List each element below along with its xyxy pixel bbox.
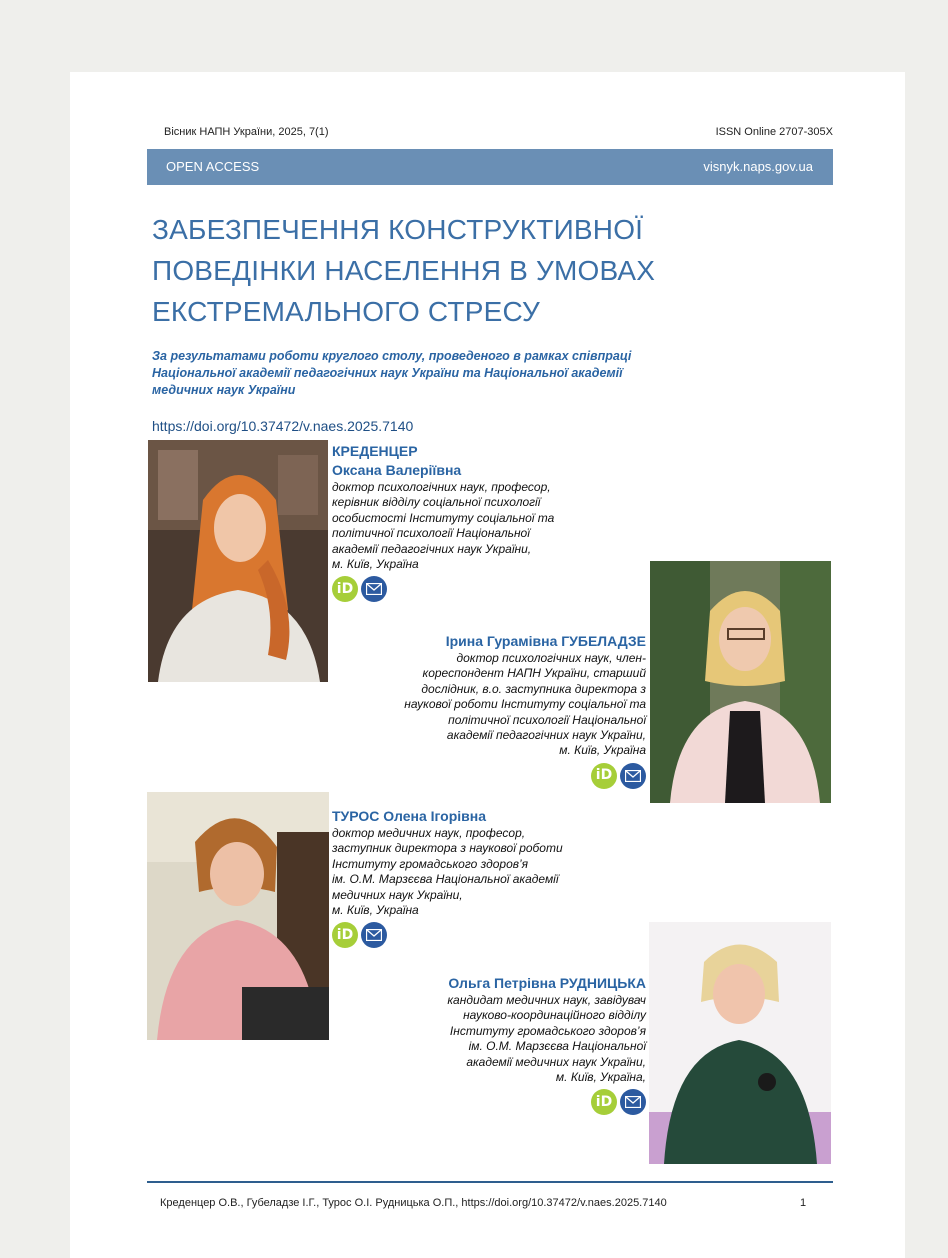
author-affiliation-line: заступник директора з наукової роботи: [332, 841, 563, 856]
mail-icon[interactable]: [361, 576, 387, 602]
site-link[interactable]: visnyk.naps.gov.ua: [703, 159, 813, 174]
header-band: [147, 149, 833, 185]
mail-icon[interactable]: [620, 763, 646, 789]
author-affiliation-line: доктор психологічних наук, член-: [456, 651, 646, 665]
author-photo-kredentser: [148, 440, 328, 682]
orcid-icon[interactable]: iD: [332, 922, 358, 948]
author-name: КРЕДЕНЦЕР: [332, 443, 418, 459]
author-affiliation-line: науково-координаційного відділу: [463, 1008, 646, 1023]
author-affiliation-line: кандидат медичних наук, завідувач: [447, 993, 646, 1007]
author-links: [332, 922, 632, 948]
author-name: Ірина Гурамівна ГУБЕЛАДЗЕ: [445, 633, 646, 649]
author-affiliation-line: медичних наук України,: [332, 887, 463, 902]
author-name: Оксана Валеріївна: [332, 462, 462, 478]
author-links: [346, 1089, 646, 1115]
title-line: ЕКСТРЕМАЛЬНОГО СТРЕСУ: [152, 296, 540, 327]
footer-citation: Креденцер О.В., Губеладзе І.Г., Турос О.І. Рудницька О.П., https://doi.org/10.37472/v.naes.2025.7140: [160, 1197, 667, 1209]
author-affiliation-line: академії педагогічних наук України,: [446, 728, 646, 743]
author-affiliation-line: кореспондент НАПН України, старший: [422, 666, 646, 681]
author-turos: [332, 807, 632, 948]
page-number: 1: [800, 1197, 807, 1209]
author-name: Ольга Петрівна РУДНИЦЬКА: [448, 975, 646, 991]
doi-link[interactable]: https://doi.org/10.37472/v.naes.2025.7140: [152, 418, 414, 434]
author-affiliation-line: Інституту громадського здоров’я: [449, 1023, 646, 1038]
author-affiliation-line: доктор медичних наук, професор,: [332, 826, 526, 840]
title-line: ПОВЕДІНКИ НАСЕЛЕННЯ В УМОВАХ: [152, 255, 656, 286]
author-affiliation-line: академії педагогічних наук України,: [332, 541, 532, 556]
article-title: [152, 209, 772, 332]
mail-icon[interactable]: [361, 922, 387, 948]
journal-citation: Вісник НАПН України, 2025, 7(1): [164, 126, 329, 138]
author-affiliation-line: ім. О.М. Марзєєва Національної: [468, 1039, 646, 1054]
author-affiliation-line: керівник відділу соціальної психології: [332, 495, 541, 510]
open-access-label: OPEN ACCESS: [166, 159, 260, 174]
author-gubeladze: [340, 632, 646, 789]
orcid-icon[interactable]: iD: [591, 763, 617, 789]
author-photo-rudnytska: [649, 922, 831, 1164]
author-affiliation-line: м. Київ, Україна: [332, 903, 419, 918]
author-links: [332, 576, 632, 602]
author-photo-turos: [147, 792, 329, 1040]
author-affiliation-line: наукової роботи Інституту соціальної та: [404, 697, 646, 712]
author-affiliation-line: ім. О.М. Марзєєва Національної академії: [332, 872, 559, 887]
author-kredentser: [332, 442, 632, 602]
subtitle-line: За результатами роботи круглого столу, проведеного в рамках співпраці: [152, 349, 632, 363]
article-subtitle: [152, 348, 752, 399]
author-affiliation-line: дослідник, в.о. заступника директора з: [421, 681, 646, 696]
paper-page: [70, 72, 905, 1258]
subtitle-line: медичних наук України: [152, 383, 296, 397]
author-affiliation-line: політичної психології Національної: [448, 712, 646, 727]
orcid-icon[interactable]: iD: [332, 576, 358, 602]
author-affiliation-line: м. Київ, Україна,: [555, 1070, 646, 1085]
title-line: ЗАБЕЗПЕЧЕННЯ КОНСТРУКТИВНОЇ: [152, 214, 644, 245]
author-affiliation-line: м. Київ, Україна: [332, 557, 419, 572]
author-name: ТУРОС Олена Ігорівна: [332, 808, 487, 824]
author-links: [340, 763, 646, 789]
author-affiliation-line: доктор психологічних наук, професор,: [332, 480, 551, 494]
issn: ISSN Online 2707-305X: [715, 126, 833, 138]
author-affiliation-line: особистості Інституту соціальної та: [332, 510, 555, 525]
author-affiliation-line: політичної психології Національної: [332, 526, 530, 541]
author-affiliation-line: Інституту громадського здоров’я: [332, 856, 529, 871]
author-rudnytska: [346, 974, 646, 1115]
mail-icon[interactable]: [620, 1089, 646, 1115]
author-affiliation-line: м. Київ, Україна: [559, 743, 646, 758]
subtitle-line: Національної академії педагогічних наук України та Національної академії: [152, 366, 623, 380]
author-photo-gubeladze: [650, 561, 831, 803]
author-affiliation-line: академії медичних наук України,: [466, 1054, 646, 1069]
orcid-icon[interactable]: iD: [591, 1089, 617, 1115]
footer-divider: [147, 1181, 833, 1183]
